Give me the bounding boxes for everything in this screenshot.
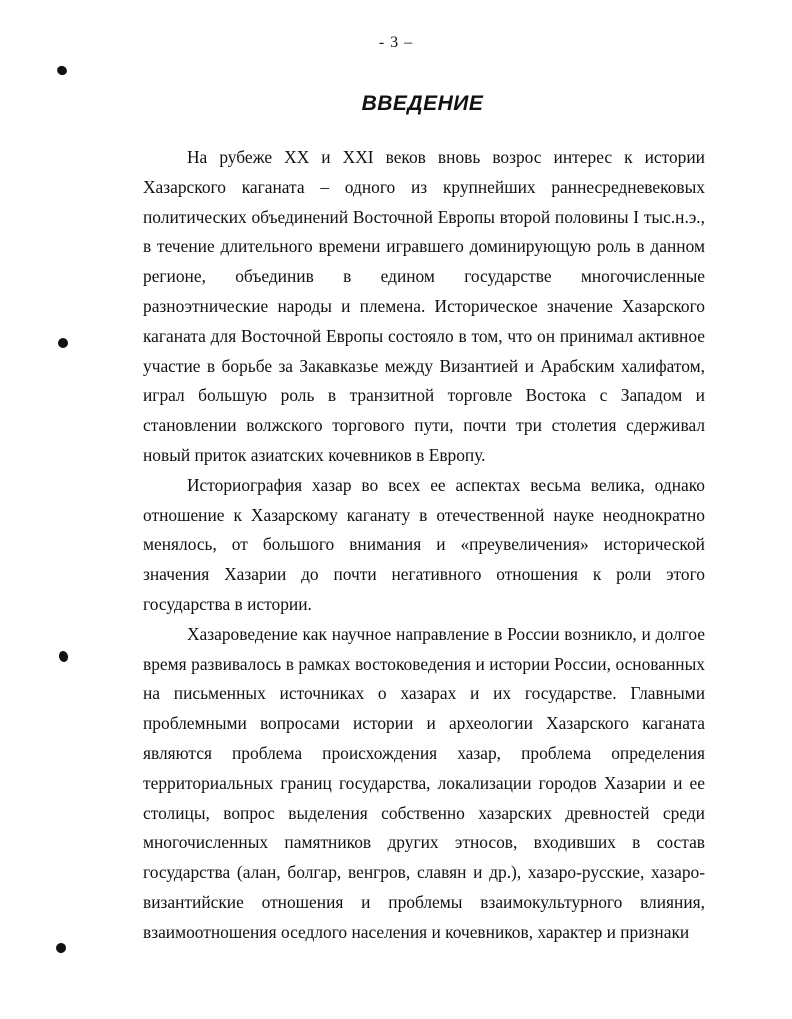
page-title: ВВЕДЕНИЕ: [361, 92, 484, 115]
punch-hole-mark: [58, 338, 68, 348]
page-number: - 3 –: [378, 34, 414, 51]
body-text: [143, 143, 705, 948]
punch-hole-mark: [56, 64, 69, 76]
punch-hole-mark: [55, 942, 68, 955]
paragraph-3: Хазароведение как научное направление в России возникло, и долгое время развивалось в рамках востоковедения и истории России, основанных на письменных источниках о хазарах и их государстве. Главными проблемными вопросами истории и археологии Хазарского каганата являются проблема происхождения хазар, проблема определения территориальных границ государства, локализации городов Хазарии и ее столицы, вопрос выделения собственно хазарских древностей среди многочисленных памятников других этносов, входивших в состав государства (алан, болгар, венгров, славян и др.), хазаро-русские, хазаро-византийские отношения и проблемы взаимокультурного влияния, взаимоотношения оседлого населения и кочевников, характер и признаки: [143, 623, 705, 942]
paragraph-1: На рубеже XX и XXI веков вновь возрос интерес к истории Хазарского каганата – одного из крупнейших раннесредневековых политических объединений Восточной Европы второй половины I тыс.н.э., в течение длительного времени игравшего доминирующую роль в данном регионе, объединив в едином государстве многочисленные разноэтнические народы и племена. Историческое значение Хазарского каганата для Восточной Европы состояло в том, что он принимал активное участие в борьбе за Закавказье между Византией и Арабским халифатом, играл большую роль в транзитной торговле Востока с Западом и становлении волжского торгового пути, почти три столетия сдерживал новый приток азиатских кочевников в Европу.: [143, 147, 705, 465]
punch-hole-mark: [58, 650, 70, 663]
paragraph-2: Историография хазар во всех ее аспектах весьма велика, однако отношение к Хазарскому каганату в отечественной науке неоднократно менялось, от большого внимания и «преувеличения» исторической значения Хазарии до почти негативного отношения к роли этого государства в истории.: [143, 474, 705, 614]
